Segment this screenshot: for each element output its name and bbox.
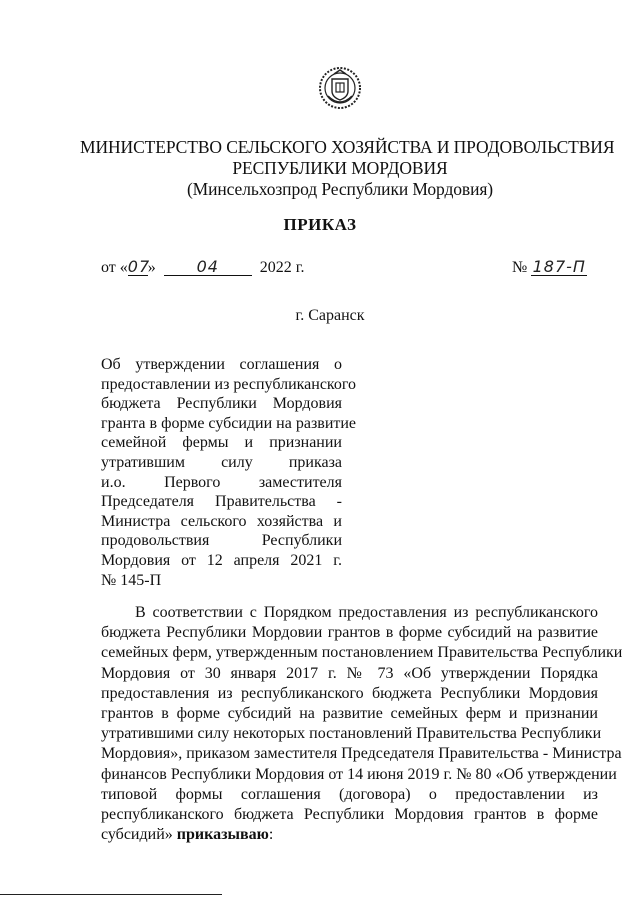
ministry-name-line2: РЕСПУБЛИКИ МОРДОВИЯ — [232, 158, 448, 178]
body-last-end: : — [268, 826, 274, 844]
body-last-line — [101, 825, 598, 845]
date-month: 04 — [164, 258, 252, 276]
date-prefix: от « — [101, 259, 128, 276]
order-body-paragraph — [101, 603, 623, 845]
subject-line: № 145-П — [101, 571, 162, 589]
subject-line: предоставлении из республиканского — [101, 375, 357, 393]
subject-line: Мордовия от 12 апреля 2021 г. — [101, 551, 342, 569]
subject-line: утратившим силу приказа — [101, 453, 342, 471]
order-keyword: приказываю — [176, 826, 269, 844]
date-day: 07 — [127, 257, 151, 276]
footer-divider — [0, 894, 222, 895]
order-subject — [101, 355, 357, 590]
order-date — [101, 258, 305, 277]
ministry-name-line1: МИНИСТЕРСТВО СЕЛЬСКОГО ХОЗЯЙСТВА И ПРОДОВОЛЬСТВИЯ — [80, 137, 615, 157]
body-line: типовой формы соглашения (договора) о предоставлении из — [101, 785, 598, 803]
body-line: Мордовия от 30 января 2017 г. № 73 «Об утверждении Порядка — [101, 664, 598, 682]
subject-line: продовольствия Республики — [101, 532, 342, 550]
subject-line: гранта в форме субсидии на развитие — [101, 414, 357, 432]
body-line: семейных ферм, утвержденным постановлением Правительства Республики — [101, 644, 623, 662]
body-line: грантов в форме субсидий на развитие семейных ферм и признании — [101, 705, 598, 723]
subject-line: семейной фермы и признании — [101, 434, 342, 452]
number-prefix: № — [512, 259, 528, 276]
body-line: бюджета Республики Мордовии грантов в форме субсидий на развитие — [101, 624, 598, 642]
ministry-header — [80, 137, 615, 200]
order-title: ПРИКАЗ — [283, 215, 357, 234]
order-number — [512, 258, 587, 277]
body-line: республиканского бюджета Республики Мордовия грантов в форме — [101, 806, 598, 824]
date-year: 2022 г. — [259, 259, 305, 276]
subject-line: Председателя Правительства - — [101, 493, 342, 511]
subject-line: бюджета Республики Мордовия — [101, 395, 342, 413]
body-last-text: субсидий» — [101, 826, 173, 844]
subject-line: Министра сельского хозяйства и — [101, 512, 342, 530]
body-line: Мордовия», приказом заместителя Председателя Правительства - Министра — [101, 745, 622, 763]
subject-line: Об утверждении соглашения о — [101, 356, 342, 373]
coat-of-arms-emblem-icon — [318, 66, 362, 110]
city: г. Саранск — [295, 307, 365, 324]
number-value: 187-П — [532, 257, 586, 276]
body-line: предоставления из республиканского бюджета Республики Мордовия — [101, 684, 598, 702]
subject-line: и.о. Первого заместителя — [101, 473, 342, 491]
ministry-short-name: (Минсельхозпрод Республики Мордовия) — [186, 179, 494, 199]
body-line: В соответствии с Порядком предоставления из республиканского — [135, 604, 598, 621]
body-line: финансов Республики Мордовия от 14 июня 2019 г. № 80 «Об утверждении — [101, 765, 617, 783]
date-quote-close: » — [147, 259, 156, 276]
body-line: утратившими силу некоторых постановлений Правительства Республики — [101, 725, 602, 743]
